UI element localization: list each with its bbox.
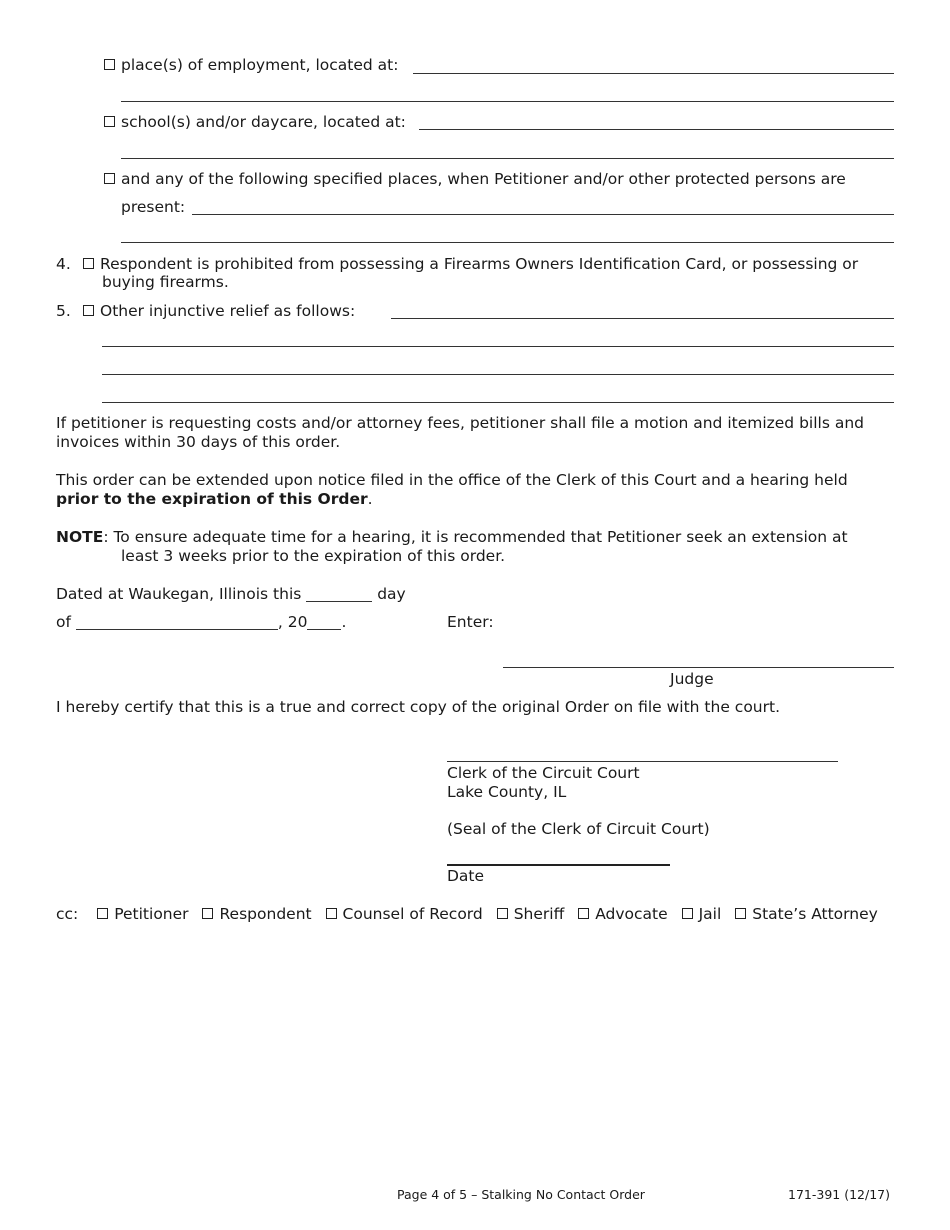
employment-address-line-2[interactable]: [121, 101, 894, 102]
year-prefix: , 20: [277, 613, 308, 631]
other-relief-line-3[interactable]: [102, 374, 894, 375]
dated-prefix: Dated at Waukegan, Illinois this: [56, 585, 302, 603]
footer-page-info: Page 4 of 5 – Stalking No Contact Order: [397, 1187, 645, 1202]
other-relief-label: Other injunctive relief as follows:: [100, 302, 356, 320]
cc-respondent-checkbox[interactable]: [202, 908, 213, 919]
employment-checkbox[interactable]: [104, 59, 115, 70]
other-relief-line-2[interactable]: [102, 346, 894, 347]
extension-deadline-text: prior to the expiration of this Order: [56, 490, 368, 508]
month-blank[interactable]: [76, 615, 278, 630]
clerk-county: Lake County, IL: [447, 783, 567, 801]
employment-option: [104, 56, 398, 74]
note-label: NOTE: [56, 528, 104, 546]
specified-places-checkbox[interactable]: [104, 173, 115, 184]
item-4-line-1: [83, 255, 858, 273]
year-suffix: .: [341, 613, 347, 631]
note-line-2: least 3 weeks prior to the expiration of this order.: [121, 547, 506, 565]
costs-line-2: invoices within 30 days of this order.: [56, 433, 341, 451]
cc-line: [56, 905, 878, 923]
cc-sheriff[interactable]: [497, 905, 565, 923]
year-blank[interactable]: [307, 615, 341, 630]
cc-counsel-checkbox[interactable]: [326, 908, 337, 919]
cc-sheriff-checkbox[interactable]: [497, 908, 508, 919]
month-line: [56, 613, 346, 631]
date-label: Date: [447, 867, 485, 885]
item-4-line-2: buying firearms.: [102, 273, 229, 291]
firearms-text: Respondent is prohibited from possessing a Firearms Owners Identification Card, or possessing or: [100, 255, 859, 273]
specified-places-label: and any of the following specified places, when Petitioner and/or other protected persons are: [121, 170, 846, 188]
other-relief-checkbox[interactable]: [83, 305, 94, 316]
extension-line-1: This order can be extended upon notice filed in the office of the Clerk of this Court and a hearing held: [56, 471, 848, 489]
extension-period: .: [367, 490, 373, 508]
day-suffix: day: [377, 585, 406, 603]
school-checkbox[interactable]: [104, 116, 115, 127]
cc-label: cc:: [56, 905, 79, 923]
judge-signature-line[interactable]: [503, 667, 894, 668]
cc-respondent[interactable]: [202, 905, 311, 923]
employment-address-line-1[interactable]: [413, 73, 894, 74]
costs-paragraph: [56, 414, 886, 452]
school-address-line-2[interactable]: [121, 158, 894, 159]
cc-advocate-label: Advocate: [595, 905, 668, 923]
judge-label: Judge: [670, 670, 714, 688]
firearms-checkbox[interactable]: [83, 258, 94, 269]
cc-jail[interactable]: [682, 905, 722, 923]
item-5-option: [83, 302, 355, 320]
present-label: present:: [121, 198, 186, 216]
cc-petitioner[interactable]: [97, 905, 188, 923]
cc-jail-checkbox[interactable]: [682, 908, 693, 919]
school-label: school(s) and/or daycare, located at:: [121, 113, 406, 131]
enter-label: Enter:: [447, 613, 494, 631]
other-relief-line-1[interactable]: [391, 318, 894, 319]
extension-paragraph: [56, 471, 886, 509]
cc-counsel-label: Counsel of Record: [342, 905, 483, 923]
cc-states-attorney-label: State’s Attorney: [752, 905, 878, 923]
cc-petitioner-checkbox[interactable]: [97, 908, 108, 919]
cc-respondent-label: Respondent: [219, 905, 312, 923]
clerk-title: Clerk of the Circuit Court: [447, 764, 640, 782]
clerk-block: [447, 764, 640, 802]
seal-text: (Seal of the Clerk of Circuit Court): [447, 820, 710, 838]
cc-states-attorney-checkbox[interactable]: [735, 908, 746, 919]
other-relief-line-4[interactable]: [102, 402, 894, 403]
cc-advocate-checkbox[interactable]: [578, 908, 589, 919]
specified-places-line-2[interactable]: [121, 242, 894, 243]
item-4-number: 4.: [56, 255, 71, 273]
employment-label: place(s) of employment, located at:: [121, 56, 399, 74]
note-text: : To ensure adequate time for a hearing, it is recommended that Petitioner seek an extension at: [103, 528, 848, 546]
day-blank[interactable]: [306, 587, 372, 602]
item-5-number: 5.: [56, 302, 71, 320]
school-option: [104, 113, 406, 131]
cc-advocate[interactable]: [578, 905, 667, 923]
cc-jail-label: Jail: [698, 905, 722, 923]
note-line-1: [56, 528, 848, 546]
footer-form-number: 171-391 (12/17): [788, 1187, 890, 1202]
dated-line: [56, 585, 406, 603]
cc-sheriff-label: Sheriff: [513, 905, 565, 923]
cc-petitioner-label: Petitioner: [114, 905, 189, 923]
cc-states-attorney[interactable]: [735, 905, 878, 923]
certification-text: I hereby certify that this is a true and correct copy of the original Order on file with the court.: [56, 698, 780, 716]
specified-places-option: [104, 170, 846, 188]
specified-places-line-1[interactable]: [192, 214, 894, 215]
extension-line-2: [56, 490, 886, 509]
cc-counsel[interactable]: [326, 905, 483, 923]
clerk-signature-line[interactable]: [447, 761, 838, 762]
school-address-line-1[interactable]: [419, 129, 894, 130]
date-signature-line[interactable]: [447, 864, 670, 866]
of-label: of: [56, 613, 71, 631]
costs-line-1: If petitioner is requesting costs and/or attorney fees, petitioner shall file a motion and itemized bills and: [56, 414, 864, 432]
